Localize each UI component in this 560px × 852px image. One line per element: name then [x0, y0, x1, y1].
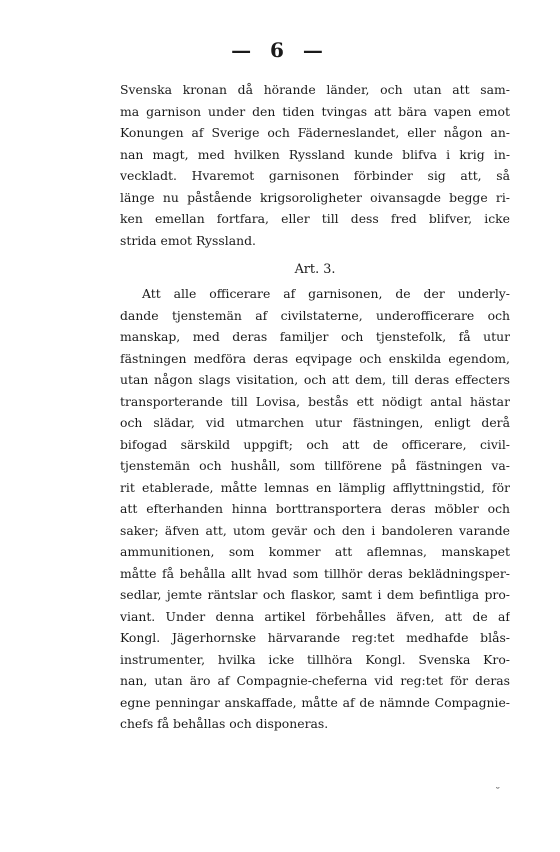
- text-line: ammunitionen, som kommer att aflemnas, manskapet: [120, 544, 510, 559]
- text-line: måtte få behålla allt hvad som tillhör deras beklädningsper-: [120, 565, 510, 581]
- text-line: strida emot Ryssland.: [120, 232, 256, 248]
- text-line: saker; äfven att, utom gevär och den i bandoleren varande: [120, 522, 510, 538]
- text-line: bifogad särskild uppgift; och att de officerare, civil-: [120, 436, 510, 452]
- text-line: chefs få behållas och disponeras.: [120, 716, 329, 731]
- text-line: ma garnison under den tiden tvingas att bära vapen emot: [120, 103, 510, 119]
- text-line: att efterhanden hinna borttransportera deras möbler och: [120, 501, 510, 516]
- text-line: transporterande till Lovisa, bestås ett nödigt antal hästar: [120, 393, 510, 409]
- paragraph-continued: [120, 79, 510, 251]
- text-line: Kongl. Jägerhornske härvarande reg:tet medhafde blås-: [120, 630, 510, 645]
- text-line: länge nu påstående krigsoroligheter oivansagde begge ri-: [120, 189, 510, 205]
- text-line: egne penningar anskaffade, måtte af de nämnde Compagnie-: [120, 694, 510, 710]
- text-line: manskap, med deras familjer och tjenstefolk, få utur: [120, 329, 510, 344]
- text-line: viant. Under denna artikel förbehålles äfven, att de af: [120, 608, 510, 624]
- text-line: nan, utan äro af Compagnie-cheferna vid reg:tet för deras: [120, 673, 510, 688]
- text-line: fästningen medföra deras eqvipage och enskilda egendom,: [120, 350, 510, 366]
- text-line: och slädar, vid utmarchen utur fästningen, enligt derå: [120, 415, 510, 430]
- text-line: dande tjenstemän af civilstaterne, underofficerare och: [120, 307, 510, 323]
- text-line: rit etablerade, måtte lemnas en lämplig afflyttningstid, för: [120, 479, 510, 495]
- text-line: tjenstemän och hushåll, som tillförene på fästningen va-: [120, 458, 510, 473]
- text-line: nan magt, med hvilken Ryssland kunde blifva i krig in-: [120, 146, 510, 162]
- text-line: instrumenter, hvilka icke tillhöra Kongl. Svenska Kro-: [120, 651, 510, 667]
- text-line: Konungen af Sverige och Fäderneslandet, eller någon an-: [120, 125, 510, 140]
- text-line: sedlar, jemte räntslar och flaskor, samt i dem befintliga pro-: [120, 587, 510, 602]
- article-heading: Art. 3.: [294, 262, 336, 277]
- corner-mark: ˘: [495, 786, 501, 799]
- page-number: — 6 —: [231, 38, 329, 62]
- text-line: veckladt. Hvaremot garnisonen förbinder sig att, så: [120, 168, 510, 183]
- article-paragraph: [120, 283, 510, 735]
- text-line: Svenska kronan då hörande länder, och utan att sam-: [120, 82, 510, 97]
- text-line: ken emellan fortfara, eller till dess fred blifver, icke: [120, 211, 510, 226]
- text-line: utan någon slags visitation, och att dem, till deras effecters: [120, 372, 510, 387]
- text-line: Att alle officerare af garnisonen, de der underly-: [142, 286, 510, 301]
